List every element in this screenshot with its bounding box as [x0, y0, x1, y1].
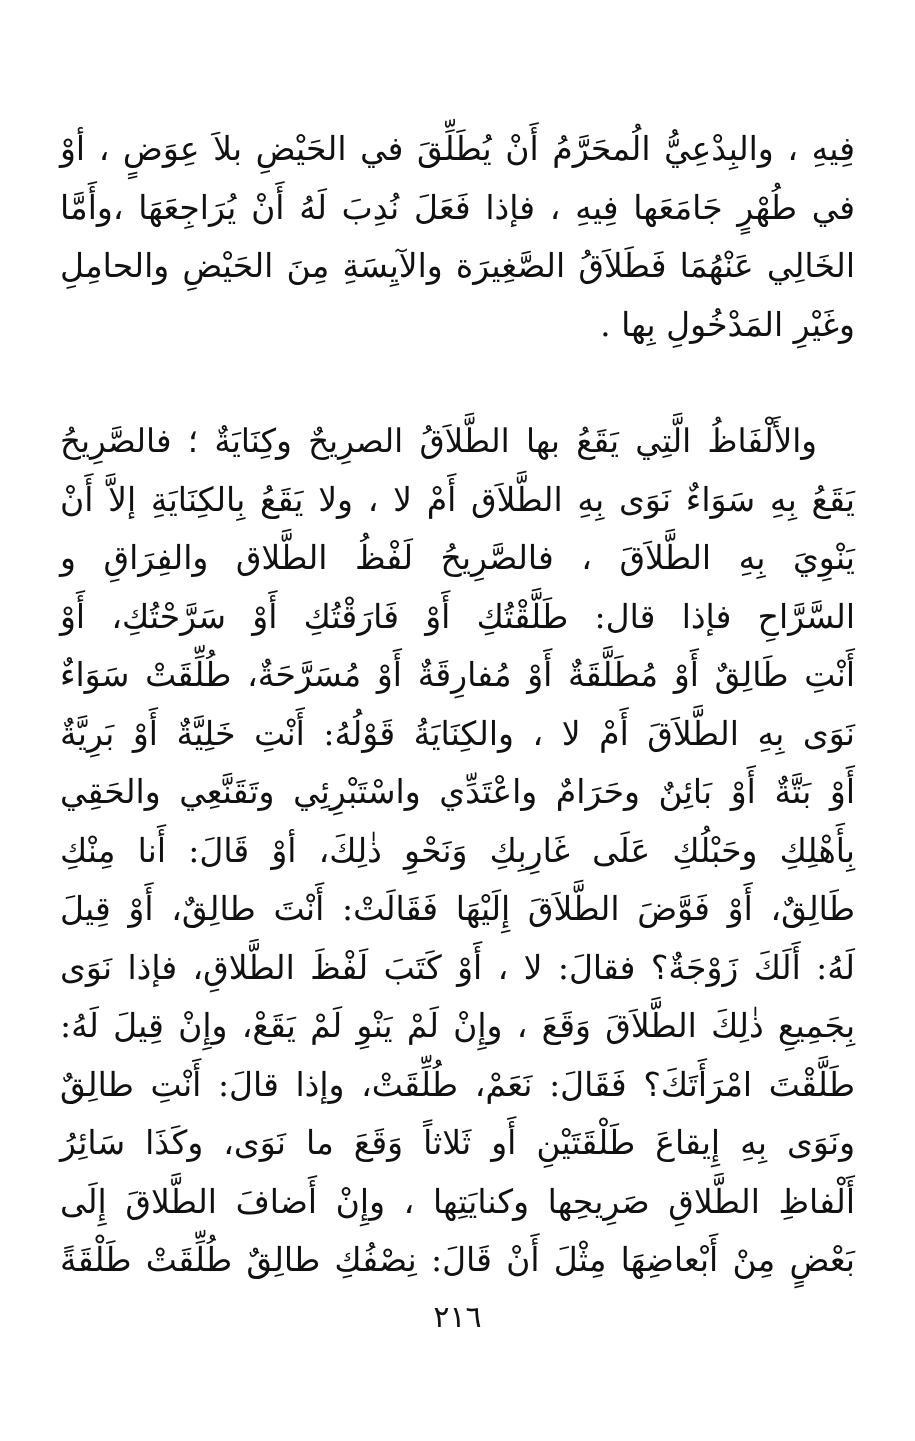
paragraph-1 [60, 120, 855, 354]
text-line: يَقَعُ بِهِ سَوَاءٌ نَوَى بِهِ الطَّلاَق أَمْ لا ، ولا يَقَعُ بِالكِنَايَةِ إلاَّ أَنْ [60, 479, 855, 519]
text-line: طَالِقٌ، أَوْ فَوَّضَ الطَّلاَقَ إِلَيْهَا فَقَالَتْ: أَنْتَ طالِقٌ، أَوْ قِيلَ [60, 889, 855, 928]
text-line: بِأَهْلِكِ وحَبْلُكِ عَلَى غَارِبِكِ وَنَحْوِ ذٰلِكَ، أوْ قَالَ: أَنا مِنْكِ [60, 830, 855, 870]
paragraph-2 [60, 412, 855, 1290]
text-line: أَوْ بَتَّةٌ أَوْ بَائِنٌ وحَرَامٌ واعْتَدِّي واسْتَبْرِئِي وتَقَنَّعِي والحَقِي [60, 772, 855, 811]
page-number: ٢١٦ [433, 1300, 482, 1335]
text-line: بَعْضٍ مِنْ أَبْعاضِهَا مِثْلَ أَنْ قَالَ: نِصْفُكِ طالِقٌ طُلِّقَتْ طَلْقَةً [60, 1240, 855, 1279]
text-line: فِيهِ ، والبِدْعِيُّ الُمحَرَّمُ أَنْ يُطَلِّقَ في الحَيْضِ بلاَ عِوَضٍ ، أوْ [60, 129, 855, 168]
text-line: طَلَّقْتَ امْرَأَتَكَ؟ فَقَالَ: نَعَمْ، طُلِّقَتْ، وإذا قالَ: أَنْتِ طالِقٌ [60, 1064, 855, 1104]
text-line: أَنْتِ طَالِقٌ أَوْ مُطَلَّقَةٌ أَوْ مُفارِقَةٌ أَوْ مُسَرَّحَةٌ، طُلِّقَتْ سَوَاءٌ [60, 655, 855, 694]
text-line: ونَوَى بِهِ إِيقاعَ طَلْقَتَيْنِ أَو ثَلاثاً وَقَعَ ما نَوَى، وكَذَا سَائِرُ [60, 1123, 855, 1162]
text-line: والأَلْفَاظُ الَّتِي يَقَعُ بها الطَّلاَقُ الصرِيحٌ وكِنَايَةٌ ؛ فالصَّرِيحُ [60, 422, 817, 460]
text-line: الخَالِي عَنْهُمَا فَطَلاَقُ الصَّغِيرَة والآيِسَةِ مِنَ الحَيْضِ والحامِلِ [60, 246, 855, 285]
text-line: يَنْوِيَ بِهِ الطَّلاَقَ ، فالصَّرِيحُ لَفْظُ الطَّلاق والفِرَاقِ و [60, 538, 855, 577]
text-line: السَّرَّاحِ فإذا قال: طَلَّقْتُكِ أَوْ فَارَقْتُكِ أَوْ سَرَّحْتُكِ، أَوْ [60, 596, 855, 636]
text-line: بِجَمِيعِ ذٰلِكَ الطَّلاَقَ وَقَعَ ، وإِنْ لَمْ يَنْوِ لَمْ يَقَعْ، وإِنْ قِيلَ لَهُ: [60, 1006, 855, 1045]
text-line: في طُهْرٍ جَامَعَها فِيهِ ، فإذا فَعَلَ نُدِبَ لَهُ أَنْ يُرَاجِعَهَا ،وأَمَّا [60, 187, 855, 227]
paragraph-spacer [60, 354, 855, 412]
text-line: لَهُ: أَلَكَ زَوْجَةٌ؟ فقالَ: لا ، أَوْ كَتَبَ لَفْظَ الطَّلاقِ، فإذا نَوَى [60, 947, 855, 987]
page-body [60, 120, 855, 1290]
text-line: وغَيْرِ المَدْخُولِ بِها . [600, 304, 855, 344]
text-line: أَلْفاظِ الطَّلاقِ صَرِيحِها وكنايَتِها ، وإِنْ أَضافَ الطَّلاقَ إِلَى [60, 1181, 855, 1221]
text-line: نَوَى بِهِ الطَّلاَقَ أَمْ لا ، والكِنَايَةُ قَوْلُهُ: أَنْتِ خَلِيَّةٌ أَوْ بَرِيَّةٌ [60, 713, 855, 753]
